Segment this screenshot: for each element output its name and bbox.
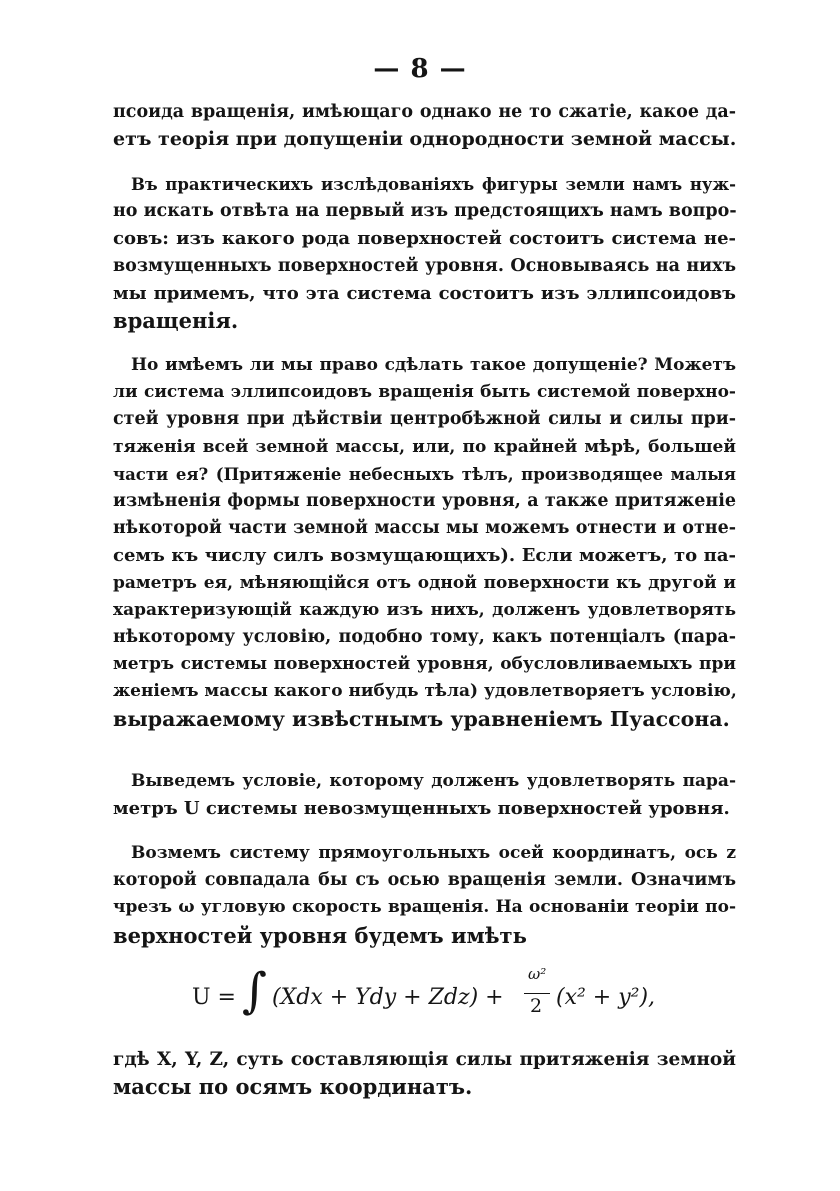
text-line: Возмемъ систему прямоугольныхъ осей координатъ, ось z [131, 843, 736, 863]
text-line: массы по осямъ координатъ. [113, 1074, 473, 1100]
formula-tail: (x² + y²), [556, 985, 656, 1010]
text-line: совъ: изъ какого рода поверхностей состоитъ система не- [113, 228, 736, 250]
text-line: метръ системы поверхностей уровня, обусловливаемыхъ при [113, 654, 736, 675]
potential-formula [0, 965, 840, 1035]
text-line: тяженія всей земной массы, или, по крайней мѣрѣ, большей [113, 436, 736, 457]
text-line: семъ къ числу силъ возмущающихъ). Если можетъ, то па- [113, 545, 736, 567]
text-line: выражаемому извѣстнымъ уравненіемъ Пуассона. [113, 706, 730, 731]
text-line: псоида вращенія, имѣющаго однако не то сжатіе, какое да- [113, 102, 736, 122]
text-line: нѣкоторой части земной массы мы можемъ отнести и отне- [113, 518, 736, 539]
text-line: Выведемъ условіе, которому долженъ удовлетворять пара- [131, 771, 736, 791]
text-line: Но имѣемъ ли мы право сдѣлать такое допущеніе? Можетъ [131, 355, 736, 375]
fraction-bar [524, 993, 550, 994]
text-line: верхностей уровня будемъ имѣть [113, 922, 527, 948]
paragraph-2 [113, 171, 736, 334]
text-line: метръ U системы невозмущенныхъ поверхностей уровня. [113, 798, 730, 820]
formula-lhs: U = [192, 985, 236, 1010]
fraction-denominator: 2 [530, 995, 543, 1017]
fraction-numerator: ω² [528, 965, 547, 983]
integral-sign: ∫ [242, 963, 268, 1019]
text-line: чрезъ ω угловую скорость вращенія. На основаніи теоріи по- [113, 897, 736, 918]
text-line: етъ теорія при допущеніи однородности земной массы. [113, 128, 737, 151]
text-line: нѣкоторому условію, подобно тому, какъ потенціалъ (пара- [113, 627, 736, 648]
text-line: стей уровня при дѣйствіи центробѣжной силы и силы при- [113, 409, 736, 430]
paragraph-3 [113, 352, 736, 733]
text-line: возмущенныхъ поверхностей уровня. Основываясь на нихъ [113, 255, 736, 276]
text-line: вращенія. [113, 308, 239, 334]
paragraph-1 [113, 99, 736, 153]
paragraph-4 [113, 768, 736, 822]
paragraph-6 [113, 1046, 736, 1100]
text-line: но искать отвѣта на первый изъ предстоящихъ намъ вопро- [113, 201, 737, 222]
page-number: — 8 — [373, 54, 467, 84]
paragraph-5 [113, 840, 736, 949]
text-line: раметръ ея, мѣняющійся отъ одной поверхности къ другой и [113, 572, 736, 593]
formula-integrand: (Xdx + Ydy + Zdz) + [272, 985, 504, 1010]
text-line: гдѣ X, Y, Z, суть составляющія силы притяженія земной [113, 1049, 736, 1070]
text-line: которой совпадала бы съ осью вращенія земли. Означимъ [113, 870, 736, 891]
text-line: измѣненія формы поверхности уровня, а также притяженіе [113, 491, 736, 512]
text-line: ли система эллипсоидовъ вращенія быть системой поверхно- [113, 382, 736, 403]
text-line: мы примемъ, что эта система состоитъ изъ эллипсоидовъ [113, 282, 736, 304]
text-line: Въ практическихъ изслѣдованіяхъ фигуры земли намъ нуж- [131, 175, 736, 194]
text-line: части ея? (Притяженіе небесныхъ тѣлъ, производящее малыя [113, 464, 736, 484]
text-line: характеризующій каждую изъ нихъ, долженъ удовлетворять [113, 599, 736, 620]
text-line: женіемъ массы какого нибудь тѣла) удовлетворяетъ условію, [113, 681, 737, 702]
